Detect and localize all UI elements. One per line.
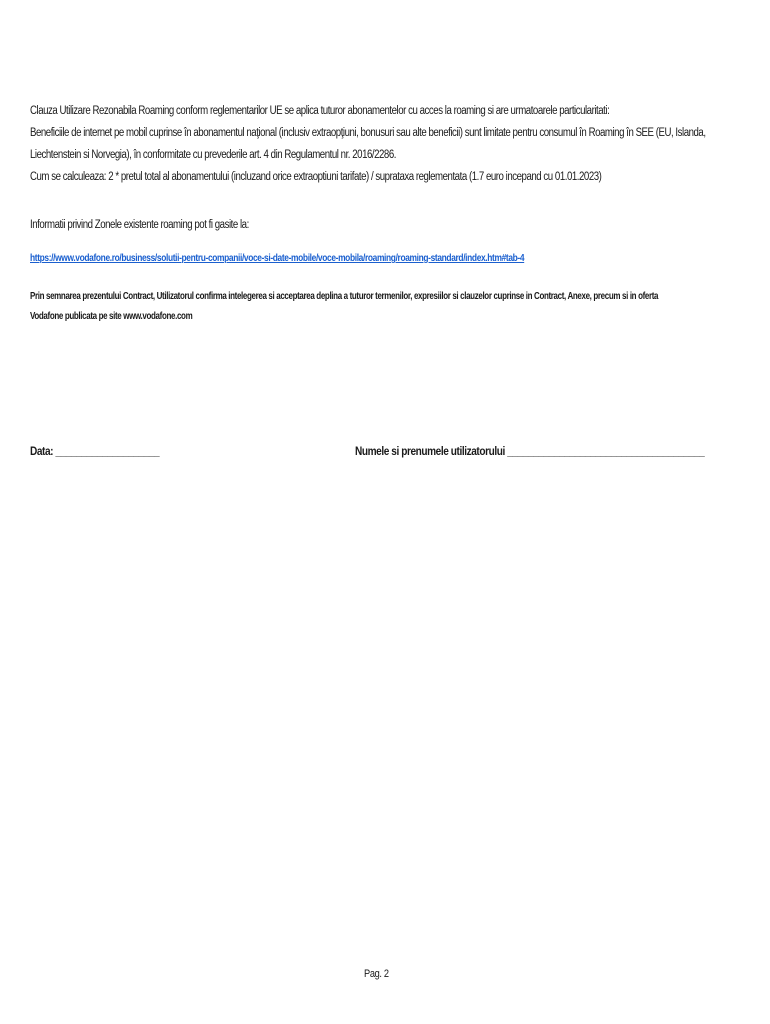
agreement-line-2: Vodafone publicata pe site www.vodafone.com: [30, 311, 193, 322]
roaming-clause: [30, 100, 744, 188]
date-signature-field: Data: ____________________: [30, 444, 160, 458]
agreement-line-1: Prin semnarea prezentului Contract, Utilizatorul confirma intelegerea si acceptarea deplina a tuturor termenilor, expresiilor si clauzelor cuprinse in Contract, Anexe, precum si in oferta: [30, 291, 659, 302]
clause-line-4: Cum se calculeaza: 2 * pretul total al abonamentului (incluzand orice extraoptiuni tarifate) / suprataxa reglementata (1.7 euro incepand cu 01.01.2023): [30, 171, 602, 183]
clause-line-2: Beneficiile de internet pe mobil cuprinse în abonamentul naţional (inclusiv extraopţiuni, bonusuri sau alte beneficii) sunt limitate pentru consumul în Roaming în SEE (EU, Islanda,: [30, 127, 706, 139]
contract-agreement: [30, 287, 750, 327]
page-number: Pag. 2: [364, 968, 389, 980]
clause-line-3: Liechtenstein si Norvegia), în conformitate cu prevederile art. 4 din Regulamentul nr. 2016/2286.: [30, 149, 396, 161]
user-name-signature-field: Numele si prenumele utilizatorului ______________________________________: [355, 444, 705, 458]
roaming-zones-info: Informatii privind Zonele existente roaming pot fi gasite la:: [30, 219, 249, 231]
roaming-zones-link[interactable]: https://www.vodafone.ro/business/solutii-pentru-companii/voce-si-date-mobile/voce-mobila/roaming/roaming-standard/index.htm#tab-4: [30, 252, 525, 264]
clause-line-1: Clauza Utilizare Rezonabila Roaming conform reglementarilor UE se aplica tuturor abonamentelor cu acces la roaming si are urmatoarele particularitati:: [30, 105, 610, 117]
